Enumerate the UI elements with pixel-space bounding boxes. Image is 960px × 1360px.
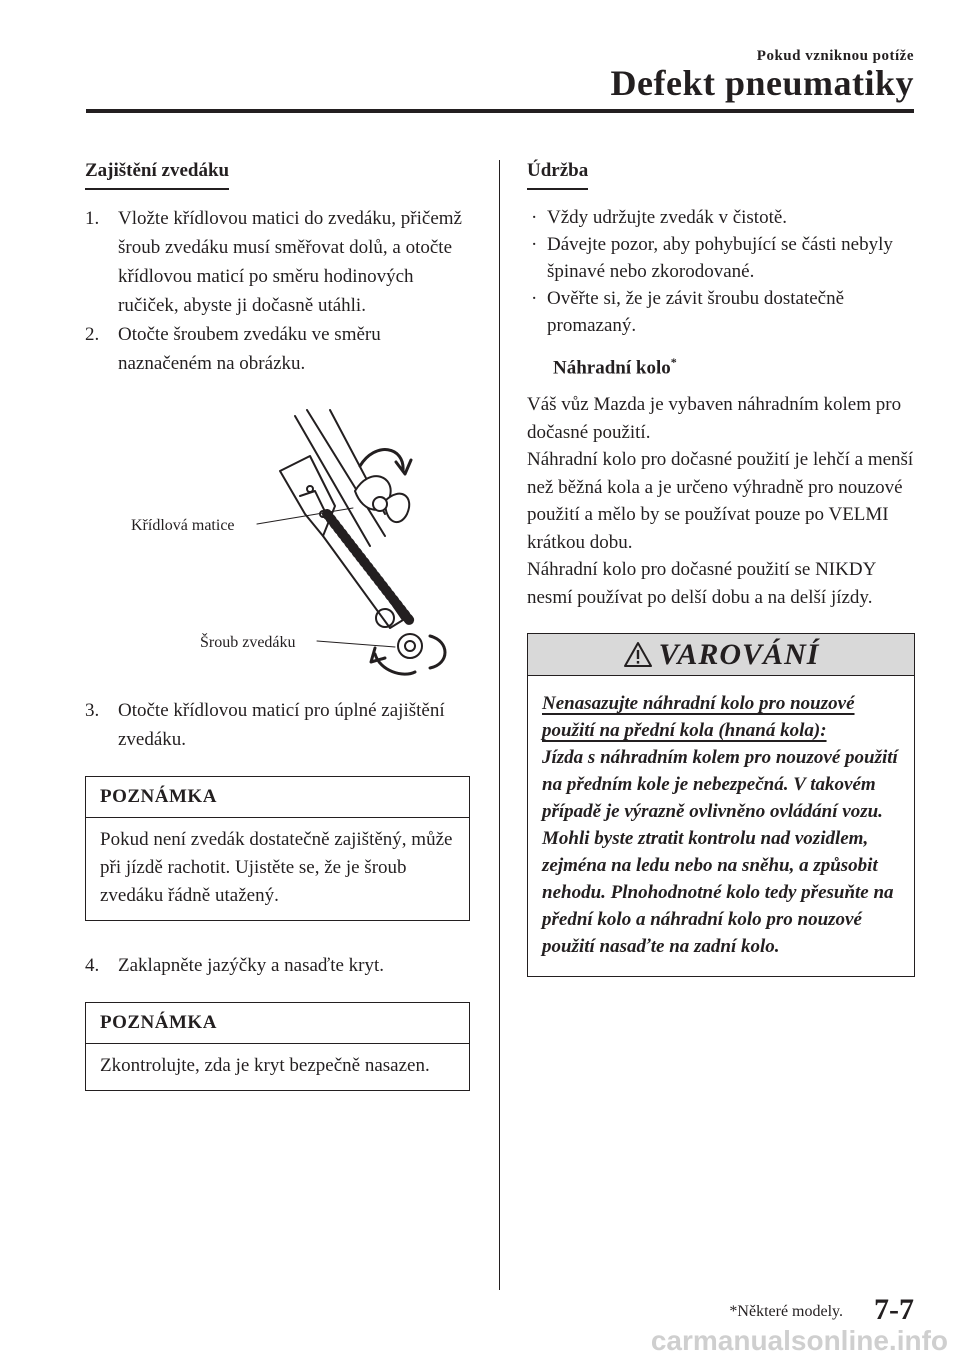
bullet-text: Ověřte si, že je závit šroubu dostatečně promazaný. [547,288,845,336]
warning-underlined-text: Nenasazujte náhradní kolo pro nouzové použití na přední kola (hnaná kola): [542,693,855,742]
left-column [85,160,470,1091]
note-box-2 [85,1002,470,1091]
page-number: 7-7 [874,1293,914,1326]
step-text: Zaklapněte jazýčky a nasaďte kryt. [118,955,385,976]
column-divider [499,160,500,1290]
spare-wheel-heading [553,355,915,379]
note-text: Pokud není zvedák dostatečně zajištěný, může při jízdě rachotit. Ujistěte se, že je šroub zvedáku řádně utažený. [100,829,453,906]
warning-box [527,633,915,977]
step-4 [85,951,470,980]
paragraph-text: Náhradní kolo pro dočasné použití je lehčí a menší než běžná kola a je určeno výhradně pro nouzové použití a mělo by se používat pouze po VELMI krátkou dobu. [527,449,914,553]
bullet-item [527,231,915,285]
paragraph-text: Váš vůz Mazda je vybaven náhradním kolem pro dočasné použití. [527,394,902,443]
callout-jack-screw: Šroub zvedáku [200,634,296,651]
bullet-item [527,285,915,339]
step-3 [85,696,470,754]
bullet-dot-icon: · [531,207,538,228]
step-number: 2. [85,324,100,345]
step-number: 4. [85,955,100,976]
paragraph-text: Náhradní kolo pro dočasné použití se NIKDY nesmí používat po delší dobu a na delší jízdy. [527,559,876,608]
right-column [527,160,915,977]
jack-illustration [85,396,470,686]
step-text: Otočte křídlovou maticí pro úplné zajištění zvedáku. [118,700,445,750]
step-2 [85,320,470,378]
header-title: Defekt pneumatiky [610,63,914,103]
note-text: Zkontrolujte, zda je kryt bezpečně nasazen. [100,1055,430,1076]
step-number: 3. [85,700,100,721]
warning-body [528,676,914,976]
bullet-text: Dávejte pozor, aby pohybující se části nebyly špinavé nebo zkorodované. [547,234,893,282]
warning-header [528,634,914,676]
step-number: 1. [85,208,100,229]
paragraph [527,391,915,611]
step-text: Otočte šroubem zvedáku ve směru naznačeném na obrázku. [118,324,381,374]
note-box-1 [85,776,470,921]
warning-title: VAROVÁNÍ [658,637,820,671]
note-heading: POZNÁMKA [86,777,469,818]
warning-text: Jízda s náhradním kolem pro nouzové použití na předním kole je nebezpečná. V takovém případě je výrazně ovlivněno ovládání vozu. Mohli byste ztratit kontrolu nad vozidlem, zejména na ledu nebo na sněhu, a způsobit nehodu. Plnohodnotné kolo tedy přesuňte na přední kolo a náhradní kolo pro nouzové použití nasaďte na zadní kolo. [542,747,898,958]
step-1 [85,204,470,320]
footnote-asterisk: * [670,355,677,369]
spare-wheel-heading-text: Náhradní kolo [553,357,671,379]
section-title-jack-securing: Zajištění zvedáku [85,160,229,190]
step-text: Vložte křídlovou matici do zvedáku, přičemž šroub zvedáku musí směřovat dolů, a otočte křídlovou maticí po směru hodinových ručiček, abyste ji dočasně utáhli. [118,208,462,316]
bullet-dot-icon: · [531,288,538,309]
header-section: Pokud vzniknou potíže [756,48,914,64]
note-heading: POZNÁMKA [86,1003,469,1044]
bullet-item [527,204,915,231]
watermark: carmanualsonline.info [650,1325,948,1356]
bullet-dot-icon: · [531,234,538,255]
bullet-text: Vždy udržujte zvedák v čistotě. [547,207,788,228]
warning-triangle-icon [623,641,653,668]
footnote: *Některé modely. [729,1303,843,1320]
callout-wing-nut: Křídlová matice [131,517,235,534]
header-rule [86,109,914,113]
section-title-maintenance: Údržba [527,160,588,190]
